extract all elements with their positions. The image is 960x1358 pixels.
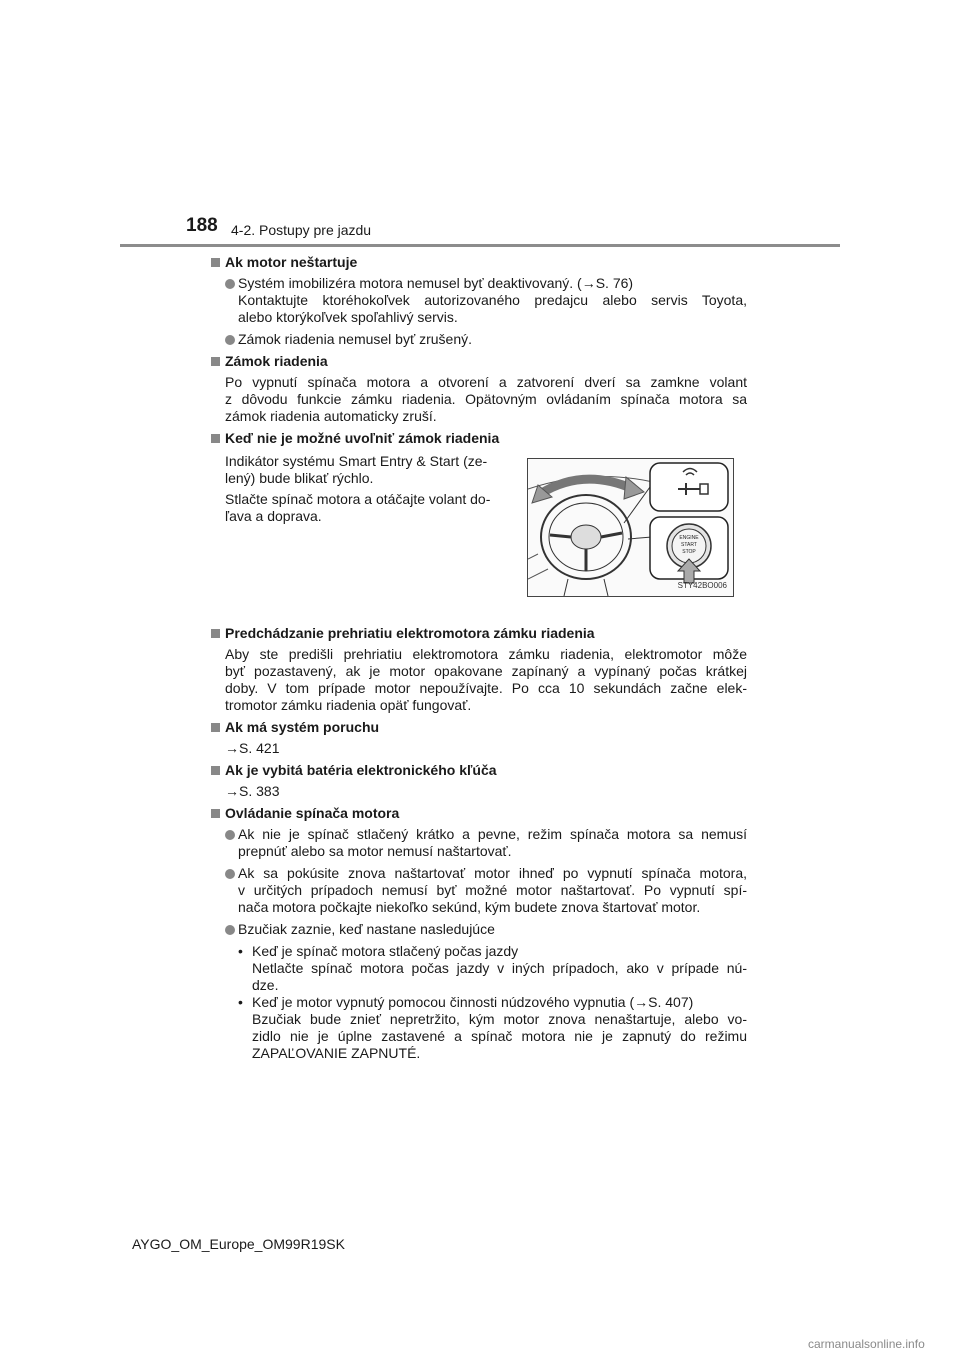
text-line: Keď je spínač motora stlačený počas jazdy [252, 943, 519, 959]
text-line: z dôvodu funkcie zámku riadenia. Opätovným ovládaním spínača motora sa [225, 391, 747, 407]
text-line: ľava a doprava. [225, 508, 322, 524]
paragraph [211, 646, 747, 714]
round-bullet-icon [225, 830, 235, 840]
round-bullet-icon [225, 925, 235, 935]
text-line: zámok riadenia automaticky zruší. [225, 408, 437, 424]
steering-wheel-drawing [528, 459, 733, 596]
list-item [211, 865, 747, 916]
page-reference: →S. 421 [225, 740, 280, 756]
sub-list-item [211, 994, 747, 1062]
section-heading: Keď nie je možné uvoľniť zámok riadenia [211, 430, 747, 447]
paragraph [211, 374, 747, 425]
section-title: 4-2. Postupy pre jazdu [231, 222, 372, 238]
square-bullet-icon [211, 629, 220, 638]
section-steering-lock [211, 353, 747, 425]
text-line: tromotor zámku riadenia opäť fungovať. [225, 697, 472, 713]
section-heading: Ak má systém poruchu [211, 719, 747, 736]
text-line: dze. [252, 977, 279, 993]
square-bullet-icon [211, 723, 220, 732]
text-line: Netlačte spínač motora počas jazdy v iných prípadoch, ako v prípade nú- [252, 960, 747, 976]
small-bullet-icon: • [238, 994, 243, 1010]
text-line: zidlo nie je úplne zastavené a spínač motora nie je zapnutý do režimu [252, 1028, 747, 1044]
text-line: lený) bude blikať rýchlo. [225, 470, 374, 486]
text-line: nača motora počkajte niekoľko sekúnd, kým budete znova štartovať motor. [238, 899, 701, 915]
text-line: Bzučiak zaznie, keď nastane nasledujúce [238, 921, 495, 937]
section-system-malfunction [211, 719, 747, 757]
list-item [211, 331, 747, 348]
text-line: alebo ktorýkoľvek spoľahlivý servis. [238, 309, 458, 325]
section-heading: Ak motor neštartuje [211, 254, 747, 271]
round-bullet-icon [225, 279, 235, 289]
section-cannot-release-lock [211, 430, 747, 621]
text-line: Indikátor systému Smart Entry & Start (ze- [225, 453, 488, 469]
steering-wheel-illustration [527, 458, 734, 597]
small-bullet-icon: • [238, 943, 243, 959]
button-label-line: STOP [682, 549, 696, 555]
square-bullet-icon [211, 434, 220, 443]
section-heading: Ovládanie spínača motora [211, 805, 747, 822]
page-content [211, 254, 747, 1062]
footer-document-id: AYGO_OM_Europe_OM99R19SK [132, 1236, 345, 1252]
header-divider [120, 244, 840, 247]
page-number: 188 [186, 215, 218, 236]
button-label-line: START [681, 542, 697, 548]
section-key-battery [211, 762, 747, 800]
section-heading: Ak je vybitá batéria elektronického kľúča [211, 762, 747, 779]
text-line: doby. V tom prípade motor nepoužívajte. Po cca 10 sekundách začne elek- [225, 680, 747, 696]
button-label-line: ENGINE [679, 535, 699, 541]
round-bullet-icon [225, 335, 235, 345]
section-heading: Zámok riadenia [211, 353, 747, 370]
square-bullet-icon [211, 766, 220, 775]
text-line: byť pozastavený, ak je motor opakovane zapínaný a vypínaný počas krátkej [225, 663, 747, 679]
figure-caption-text [225, 453, 511, 525]
text-line: Zámok riadenia nemusel byť zrušený. [238, 331, 473, 347]
figure-code: STY42BO006 [677, 581, 727, 590]
text-line: Po vypnutí spínača motora a otvorení a zatvorení dverí sa zamkne volant [225, 374, 747, 390]
list-item [211, 275, 747, 326]
page-reference: →S. 383 [225, 783, 280, 799]
sub-list-item [211, 943, 747, 994]
section-engine-not-starting [211, 254, 747, 348]
text-line: Ak sa pokúsite znova naštartovať motor ihneď po vypnutí spínača motora, [238, 865, 747, 881]
text-line: prepnúť alebo sa motor nemusí naštartovať. [238, 843, 512, 859]
list-item [211, 826, 747, 860]
square-bullet-icon [211, 258, 220, 267]
text-line: Systém imobilizéra motora nemusel byť deaktivovaný. (→S. 76) [238, 275, 634, 291]
section-heading: Predchádzanie prehriatiu elektromotora zámku riadenia [211, 625, 747, 642]
watermark[interactable]: carmanualsonline.info [808, 1337, 925, 1351]
text-line: Kontaktujte ktoréhokoľvek autorizovaného predajcu alebo servis Toyota, [238, 292, 747, 308]
text-line: Keď je motor vypnutý pomocou činnosti núdzového vypnutia (→S. 407) [252, 994, 694, 1010]
square-bullet-icon [211, 357, 220, 366]
figure-row [211, 451, 747, 621]
list-item [211, 921, 747, 938]
text-line: Aby ste predišli prehriatiu elektromotora zámku riadenia, elektromotor môže [225, 646, 747, 662]
text-line: ZAPAĽOVANIE ZAPNUTÉ. [252, 1045, 421, 1061]
square-bullet-icon [211, 809, 220, 818]
text-line: Ak nie je spínač stlačený krátko a pevne, režim spínača motora sa nemusí [238, 826, 747, 842]
section-engine-switch-operation [211, 805, 747, 1062]
text-line: v určitých prípadoch nemusí byť možné motor naštartovať. Po vypnutí spí- [238, 882, 747, 898]
text-line: Stlačte spínač motora a otáčajte volant do- [225, 491, 491, 507]
text-line: Bzučiak bude znieť nepretržito, kým motor znova nenaštartuje, alebo vo- [252, 1011, 747, 1027]
section-overheating [211, 625, 747, 714]
round-bullet-icon [225, 869, 235, 879]
